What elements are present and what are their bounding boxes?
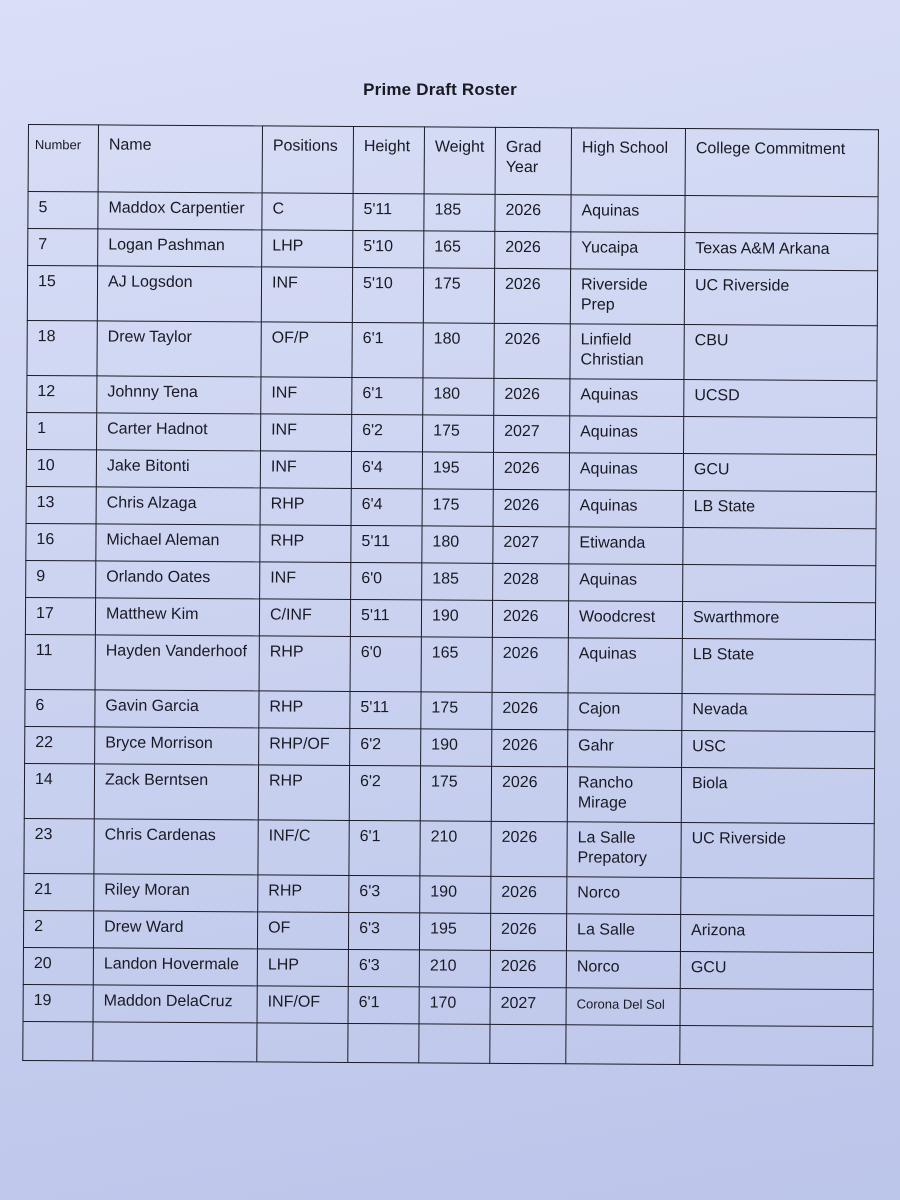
cell-name: Hayden Vanderhoof (95, 635, 259, 691)
cell-high-school: Rancho Mirage (567, 767, 681, 823)
cell-high-school: Norco (566, 951, 680, 989)
table-row (24, 873, 874, 915)
cell-high-school: La Salle (566, 914, 680, 952)
cell-grad-year: 2026 (490, 950, 566, 987)
table-row (25, 726, 875, 768)
cell-height: 5'10 (353, 230, 424, 267)
cell-weight: 175 (421, 692, 492, 729)
table-row (28, 229, 878, 271)
cell-number: 13 (26, 486, 96, 523)
cell-height: 6'2 (349, 765, 420, 820)
cell-name: Johnny Tena (97, 376, 261, 414)
cell-college-commitment: Biola (681, 768, 874, 824)
cell-positions: RHP (260, 488, 351, 526)
cell-weight: 185 (422, 563, 493, 600)
table-row (24, 818, 874, 878)
cell-name: Chris Alzaga (96, 487, 260, 525)
cell-college-commitment (681, 878, 874, 916)
table-row (26, 486, 876, 528)
cell-positions: INF (260, 562, 351, 600)
page-title: Prime Draft Roster (363, 80, 517, 99)
cell-college-commitment: Texas A&M Arkana (685, 233, 878, 271)
cell-positions: RHP (260, 525, 351, 563)
blank-cell (23, 1021, 93, 1060)
cell-high-school: Aquinas (570, 416, 684, 454)
table-row (25, 689, 875, 731)
cell-positions: INF (260, 451, 351, 489)
blank-cell (566, 1025, 680, 1065)
cell-positions: LHP (262, 230, 353, 268)
cell-high-school: La Salle Prepatory (567, 822, 681, 878)
cell-college-commitment (680, 989, 873, 1027)
cell-height: 6'1 (352, 377, 423, 414)
cell-grad-year: 2026 (492, 600, 568, 637)
cell-positions: INF/OF (257, 986, 348, 1024)
cell-number: 14 (24, 763, 94, 818)
cell-weight: 190 (421, 600, 492, 637)
cell-high-school: Aquinas (570, 379, 684, 417)
header-height: Height (353, 126, 424, 193)
cell-positions: C/INF (259, 599, 350, 637)
blank-cell (419, 1024, 490, 1063)
cell-high-school: Etiwanda (569, 527, 683, 565)
cell-height: 6'3 (348, 912, 419, 949)
cell-number: 21 (24, 873, 94, 910)
blank-cell (348, 1023, 419, 1062)
cell-height: 6'1 (352, 322, 423, 377)
cell-positions: RHP/OF (259, 728, 350, 766)
cell-weight: 165 (424, 231, 495, 268)
cell-weight: 180 (422, 526, 493, 563)
cell-weight: 175 (420, 766, 491, 821)
cell-grad-year: 2026 (493, 452, 569, 489)
table-row (25, 634, 875, 694)
table-row (27, 320, 877, 380)
cell-number: 10 (26, 449, 96, 486)
cell-name: Michael Aleman (96, 524, 260, 562)
table-row (27, 375, 877, 417)
cell-high-school: Aquinas (569, 490, 683, 528)
cell-name: Carter Hadnot (97, 413, 261, 451)
cell-college-commitment: Nevada (682, 694, 875, 732)
cell-positions: RHP (258, 765, 349, 821)
cell-name: Riley Moran (94, 874, 258, 912)
table-row (27, 266, 877, 326)
cell-weight: 165 (421, 637, 492, 692)
cell-grad-year: 2026 (495, 194, 571, 231)
cell-positions: LHP (257, 949, 348, 987)
cell-height: 6'4 (351, 488, 422, 525)
table-row (28, 192, 878, 234)
cell-college-commitment: LB State (682, 639, 875, 695)
cell-college-commitment (685, 196, 878, 234)
cell-number: 2 (23, 910, 93, 947)
cell-college-commitment: Arizona (680, 915, 873, 953)
header-high-school: High School (571, 128, 685, 196)
cell-height: 5'11 (353, 193, 424, 230)
header-college-commitment: College Commitment (685, 129, 878, 197)
blank-cell (93, 1022, 257, 1062)
cell-height: 6'3 (349, 875, 420, 912)
cell-high-school: Gahr (568, 730, 682, 768)
cell-college-commitment: LB State (683, 491, 876, 529)
cell-number: 1 (27, 412, 97, 449)
cell-number: 22 (25, 726, 95, 763)
header-row (28, 125, 878, 197)
cell-number: 17 (25, 597, 95, 634)
cell-grad-year: 2026 (492, 637, 568, 692)
cell-number: 19 (23, 984, 93, 1021)
cell-high-school: Riverside Prep (570, 269, 684, 325)
cell-number: 15 (27, 266, 97, 321)
cell-grad-year: 2027 (494, 415, 570, 452)
cell-weight: 170 (419, 987, 490, 1024)
cell-name: Bryce Morrison (95, 727, 259, 765)
cell-weight: 180 (423, 378, 494, 415)
cell-name: Drew Ward (93, 911, 257, 949)
cell-grad-year: 2026 (494, 378, 570, 415)
blank-cell (490, 1024, 566, 1063)
cell-high-school: Yucaipa (571, 232, 685, 270)
table-row (26, 560, 876, 602)
cell-number: 16 (26, 523, 96, 560)
cell-high-school: Aquinas (568, 638, 682, 694)
cell-grad-year: 2028 (493, 563, 569, 600)
cell-name: Matthew Kim (95, 598, 259, 636)
cell-height: 6'2 (352, 414, 423, 451)
table-row (23, 984, 873, 1026)
cell-positions: INF (261, 377, 352, 415)
cell-grad-year: 2026 (493, 489, 569, 526)
table-row (27, 412, 877, 454)
cell-number: 9 (26, 560, 96, 597)
blank-cell (257, 1023, 348, 1063)
cell-height: 6'4 (351, 451, 422, 488)
cell-height: 6'3 (348, 949, 419, 986)
cell-high-school: Cajon (568, 693, 682, 731)
cell-name: Maddox Carpentier (98, 192, 262, 230)
table-row (23, 910, 873, 952)
table-row (23, 947, 873, 989)
cell-name: Zack Berntsen (94, 764, 258, 820)
cell-number: 5 (28, 192, 98, 229)
header-grad-year: Grad Year (495, 127, 571, 194)
cell-weight: 185 (424, 194, 495, 231)
cell-weight: 195 (419, 913, 490, 950)
cell-high-school: Aquinas (569, 453, 683, 491)
header-weight: Weight (424, 127, 495, 194)
cell-weight: 180 (423, 323, 494, 378)
cell-high-school: Aquinas (569, 564, 683, 602)
cell-grad-year: 2026 (491, 766, 567, 821)
cell-grad-year: 2026 (494, 323, 570, 378)
roster-body (23, 192, 878, 1066)
cell-high-school: Linfield Christian (570, 324, 684, 380)
cell-height: 6'2 (350, 728, 421, 765)
cell-college-commitment: CBU (684, 325, 877, 381)
cell-grad-year: 2026 (492, 729, 568, 766)
cell-number: 23 (24, 818, 94, 873)
cell-college-commitment: UC Riverside (684, 270, 877, 326)
cell-positions: OF/P (261, 322, 352, 378)
cell-name: Gavin Garcia (95, 690, 259, 728)
cell-weight: 175 (423, 268, 494, 323)
cell-height: 6'1 (349, 820, 420, 875)
cell-name: Landon Hovermale (93, 948, 257, 986)
cell-height: 5'11 (350, 691, 421, 728)
cell-name: AJ Logsdon (97, 266, 261, 322)
cell-grad-year: 2027 (493, 526, 569, 563)
table-row (24, 763, 874, 823)
cell-grad-year: 2026 (491, 876, 567, 913)
cell-college-commitment: UC Riverside (681, 823, 874, 879)
cell-name: Jake Bitonti (96, 450, 260, 488)
cell-number: 20 (23, 947, 93, 984)
cell-weight: 175 (423, 415, 494, 452)
header-positions: Positions (262, 126, 353, 194)
cell-weight: 190 (420, 876, 491, 913)
cell-height: 6'0 (351, 562, 422, 599)
cell-grad-year: 2026 (490, 913, 566, 950)
cell-number: 18 (27, 320, 97, 375)
header-name: Name (98, 125, 262, 193)
cell-college-commitment: GCU (683, 454, 876, 492)
cell-height: 6'1 (348, 986, 419, 1023)
cell-college-commitment (683, 417, 876, 455)
cell-high-school: Corona Del Sol (566, 988, 680, 1026)
cell-name: Maddon DelaCruz (93, 985, 257, 1023)
cell-grad-year: 2026 (491, 821, 567, 876)
cell-positions: INF (261, 267, 352, 323)
cell-positions: OF (257, 912, 348, 950)
cell-height: 6'0 (350, 636, 421, 691)
cell-weight: 195 (422, 452, 493, 489)
cell-positions: RHP (258, 875, 349, 913)
cell-height: 5'10 (352, 267, 423, 322)
cell-college-commitment: UCSD (684, 380, 877, 418)
cell-weight: 175 (422, 489, 493, 526)
cell-weight: 210 (419, 950, 490, 987)
cell-height: 5'11 (351, 525, 422, 562)
cell-high-school: Norco (567, 877, 681, 915)
cell-name: Chris Cardenas (94, 819, 258, 875)
cell-positions: C (262, 193, 353, 231)
cell-positions: INF/C (258, 820, 349, 876)
cell-positions: RHP (259, 636, 350, 692)
cell-number: 12 (27, 375, 97, 412)
cell-positions: INF (261, 414, 352, 452)
cell-college-commitment: GCU (680, 952, 873, 990)
blank-cell (680, 1025, 873, 1065)
cell-number: 11 (25, 634, 95, 689)
cell-grad-year: 2026 (492, 692, 568, 729)
table-row (25, 597, 875, 639)
cell-grad-year: 2027 (490, 987, 566, 1024)
cell-college-commitment: USC (682, 731, 875, 769)
cell-college-commitment (683, 528, 876, 566)
cell-college-commitment: Swarthmore (682, 602, 875, 640)
roster-table (22, 124, 879, 1066)
header-number: Number (28, 125, 98, 192)
table-row (26, 523, 876, 565)
cell-weight: 190 (421, 729, 492, 766)
cell-name: Logan Pashman (98, 229, 262, 267)
cell-high-school: Aquinas (571, 195, 685, 233)
table-row (26, 449, 876, 491)
cell-height: 5'11 (350, 599, 421, 636)
cell-grad-year: 2026 (495, 231, 571, 268)
blank-row (23, 1021, 873, 1065)
cell-positions: RHP (259, 691, 350, 729)
cell-college-commitment (683, 565, 876, 603)
cell-grad-year: 2026 (494, 268, 570, 323)
cell-weight: 210 (420, 821, 491, 876)
cell-number: 7 (28, 229, 98, 266)
cell-number: 6 (25, 689, 95, 726)
cell-name: Orlando Oates (96, 561, 260, 599)
cell-name: Drew Taylor (97, 321, 261, 377)
cell-high-school: Woodcrest (568, 601, 682, 639)
